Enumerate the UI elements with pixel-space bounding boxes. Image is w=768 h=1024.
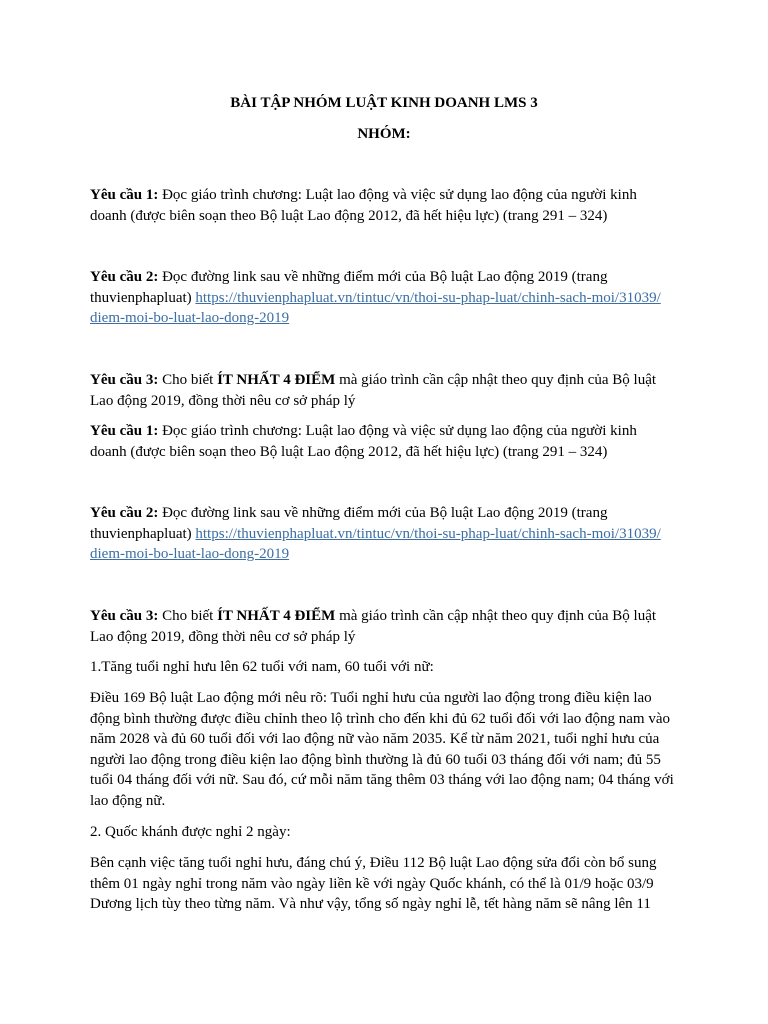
requirement-2-link[interactable]: https://thuvienphapluat.vn/tintuc/vn/thoi-su-phap-luat/chinh-sach-moi/31039/	[195, 289, 661, 306]
requirement-2-repeat	[90, 503, 682, 565]
requirement-3-text-pre: Cho biết	[158, 372, 218, 388]
requirement-3-repeat	[90, 606, 682, 647]
point-1-body	[90, 688, 682, 811]
requirement-1-repeat-text-line2: doanh (được biên soạn theo Bộ luật Lao động 2012, đã hết hiệu lực) (trang 291 – 324)	[90, 443, 608, 460]
requirement-3-repeat-emphasis: ÍT NHẤT 4 ĐIỂM	[217, 608, 336, 624]
requirement-3	[90, 370, 682, 411]
requirement-1-label: Yêu cầu 1:	[90, 187, 159, 203]
requirement-1-text-line1: Đọc giáo trình chương: Luật lao động và việc sử dụng lao động của người kinh	[158, 187, 637, 203]
requirement-2-text-line1: Đọc đường link sau về những điểm mới của Bộ luật Lao động 2019 (trang	[158, 269, 608, 285]
requirement-2-repeat-text-prefix: thuvienphapluat)	[90, 525, 196, 542]
requirement-3-label: Yêu cầu 3:	[90, 372, 159, 388]
requirement-1	[90, 185, 682, 226]
group-label: NHÓM:	[357, 126, 411, 142]
point-2-body-line: thêm 01 ngày nghỉ trong năm vào ngày liền kề với ngày Quốc khánh, có thể là 01/9 hoặc 03/9	[90, 875, 654, 892]
point-1-body-line: người lao động trong điều kiện lao động bình thường là đủ 60 tuổi 03 tháng đối với nam; đủ 55	[90, 751, 661, 768]
requirement-2	[90, 267, 682, 329]
requirement-1-repeat	[90, 421, 682, 462]
requirement-2-label: Yêu cầu 2:	[90, 269, 159, 285]
point-2-body-line: Dương lịch tùy theo từng năm. Và như vậy, tổng số ngày nghỉ lễ, tết hàng năm sẽ nâng lên 11	[90, 896, 651, 912]
requirement-2-repeat-link[interactable]: https://thuvienphapluat.vn/tintuc/vn/thoi-su-phap-luat/chinh-sach-moi/31039/	[195, 525, 661, 542]
requirement-3-repeat-text-line2: Lao động 2019, đồng thời nêu cơ sở pháp lý	[90, 628, 356, 645]
point-2-heading: 2. Quốc khánh được nghỉ 2 ngày:	[90, 824, 291, 840]
requirement-1-text-line2: doanh (được biên soạn theo Bộ luật Lao động 2012, đã hết hiệu lực) (trang 291 – 324)	[90, 207, 608, 224]
point-2-body-line: Bên cạnh việc tăng tuổi nghỉ hưu, đáng chú ý, Điều 112 Bộ luật Lao động sửa đổi còn bổ sung	[90, 855, 657, 871]
point-2-body	[90, 853, 682, 915]
requirement-3-repeat-label: Yêu cầu 3:	[90, 608, 159, 624]
requirement-2-link-continued[interactable]: diem-moi-bo-luat-lao-dong-2019	[90, 310, 290, 326]
requirement-3-text-post: mà giáo trình cần cập nhật theo quy định của Bộ luật	[335, 372, 657, 388]
requirement-1-repeat-label: Yêu cầu 1:	[90, 423, 159, 439]
requirement-2-text-prefix: thuvienphapluat)	[90, 289, 196, 306]
point-1-body-line: động bình thường được điều chỉnh theo lộ trình cho đến khi đủ 62 tuổi đối với lao động nam vào	[90, 710, 670, 727]
requirement-3-text-line2: Lao động 2019, đồng thời nêu cơ sở pháp lý	[90, 392, 356, 409]
point-1-body-line: lao động nữ.	[90, 792, 166, 809]
document-title: BÀI TẬP NHÓM LUẬT KINH DOANH LMS 3	[230, 95, 538, 111]
point-1-heading: 1.Tăng tuổi nghỉ hưu lên 62 tuổi với nam, 60 tuổi với nữ:	[90, 659, 434, 675]
requirement-2-repeat-label: Yêu cầu 2:	[90, 505, 159, 521]
requirement-2-repeat-link-continued[interactable]: diem-moi-bo-luat-lao-dong-2019	[90, 546, 290, 562]
point-1-body-line: năm 2028 và đủ 60 tuổi đối với lao động nữ vào năm 2035. Kể từ năm 2021, tuổi nghỉ hưu của	[90, 731, 660, 747]
requirement-1-repeat-text-line1: Đọc giáo trình chương: Luật lao động và việc sử dụng lao động của người kinh	[158, 423, 637, 439]
requirement-3-emphasis: ÍT NHẤT 4 ĐIỂM	[217, 372, 336, 388]
point-1-body-line: Điều 169 Bộ luật Lao động mới nêu rõ: Tuổi nghỉ hưu của người lao động trong điều kiện lao	[90, 690, 652, 706]
requirement-3-repeat-text-post: mà giáo trình cần cập nhật theo quy định của Bộ luật	[335, 608, 657, 624]
point-1-body-line: tuổi 04 tháng đối với nữ. Sau đó, cứ mỗi năm tăng thêm 03 tháng với lao động nam; 04 tháng với	[90, 772, 674, 788]
requirement-2-repeat-text-line1: Đọc đường link sau về những điểm mới của Bộ luật Lao động 2019 (trang	[158, 505, 608, 521]
requirement-3-repeat-text-pre: Cho biết	[158, 608, 218, 624]
